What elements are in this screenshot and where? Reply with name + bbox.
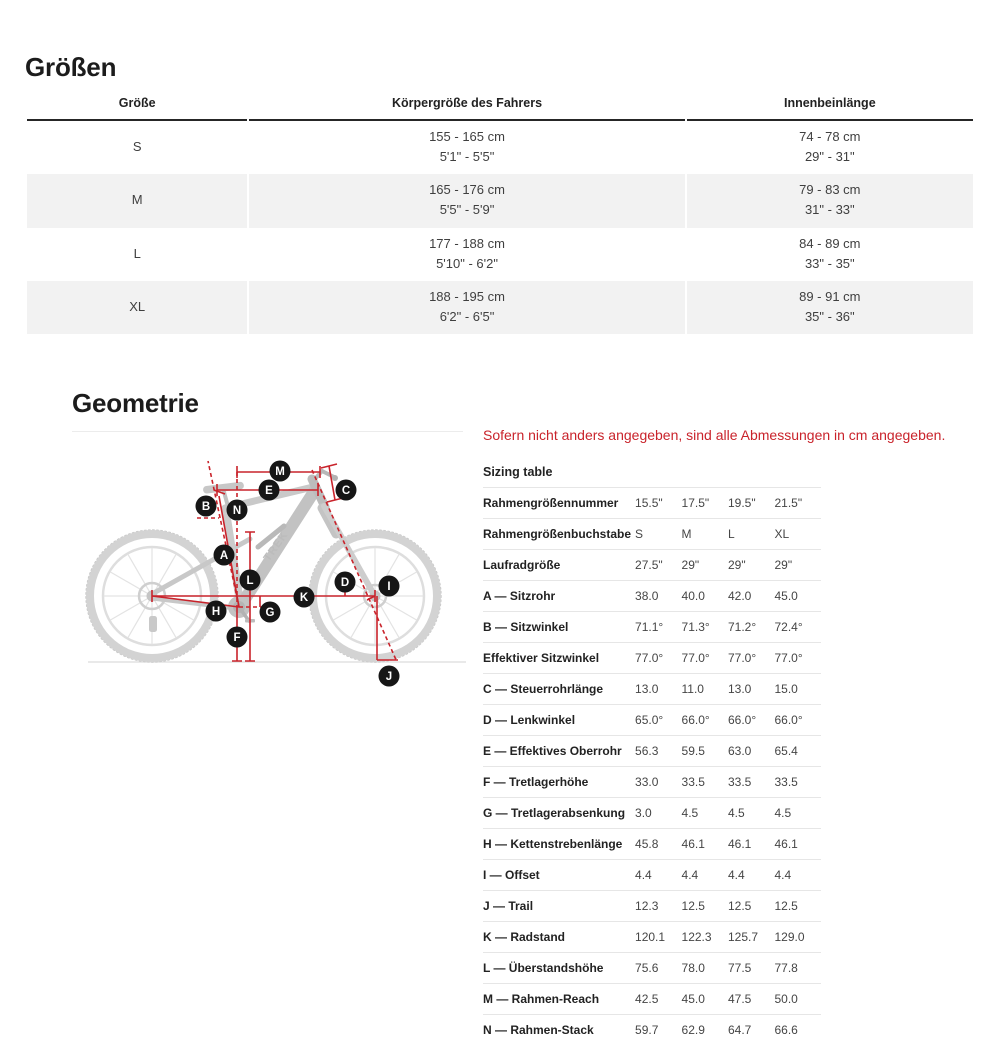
- geometry-value: 77.0°: [728, 651, 757, 666]
- column-header-rider-height: Körpergröße des Fahrers: [249, 96, 684, 121]
- geometry-value: 15.0: [774, 682, 798, 697]
- svg-text:M: M: [275, 466, 285, 479]
- bike-geometry-diagram: [72, 450, 482, 698]
- dimension-marker-g: [260, 602, 281, 623]
- geometry-table: [483, 487, 821, 1045]
- geometry-value: 29": [728, 558, 746, 573]
- geometry-value: 72.4°: [774, 620, 803, 635]
- geometry-value: 12.5: [681, 899, 705, 914]
- rider-height-cell: 155 - 165 cm 5'1" - 5'5": [429, 129, 505, 165]
- geometry-row-label: G — Tretlagerabsenkung: [483, 806, 626, 821]
- svg-text:C: C: [341, 485, 351, 498]
- geometry-row-label: D — Lenkwinkel: [483, 713, 576, 728]
- dimension-marker-h: [206, 601, 227, 622]
- svg-text:N: N: [232, 505, 242, 518]
- geometry-value: 46.1: [681, 837, 705, 852]
- sizes-table: [25, 96, 975, 334]
- geometry-row-label: Rahmengrößenbuchstabe: [483, 527, 632, 542]
- geometry-row-label: L — Überstandshöhe: [483, 961, 604, 976]
- size-row-l: [27, 228, 973, 281]
- sizes-section: [25, 52, 975, 334]
- geometry-value: 4.5: [774, 806, 792, 821]
- geometry-value: 40.0: [681, 589, 705, 604]
- geometry-row: [483, 736, 821, 767]
- geometry-row: [483, 581, 821, 612]
- dimension-marker-m: [270, 461, 291, 482]
- dimension-marker-c: [336, 480, 357, 501]
- geometry-row-label: F — Tretlagerhöhe: [483, 775, 589, 790]
- measurements-note: Sofern nicht anders angegeben, sind alle Abmessungen in cm angegeben.: [483, 427, 946, 444]
- geometry-value: 45.0: [681, 992, 705, 1007]
- geometry-row: [483, 674, 821, 705]
- geometry-value: 12.5: [774, 899, 798, 914]
- geometry-value: 4.5: [681, 806, 699, 821]
- geometry-value: 4.4: [728, 868, 745, 883]
- size-row-xl: [27, 281, 973, 334]
- geometry-value: 4.4: [635, 868, 652, 883]
- geometry-row: [483, 953, 821, 984]
- column-header-inseam: Innenbeinlänge: [687, 96, 973, 121]
- dimension-marker-a: [214, 545, 235, 566]
- geometry-row: [483, 643, 821, 674]
- svg-text:A: A: [219, 550, 229, 563]
- geometry-row-label: Effektiver Sitzwinkel: [483, 651, 600, 666]
- geometry-row-label: J — Trail: [483, 899, 534, 914]
- geometry-value: 75.6: [635, 961, 659, 976]
- geometry-title: Geometrie: [72, 388, 199, 419]
- geometry-table-body: [483, 488, 821, 1046]
- sizes-title: Größen: [25, 52, 117, 82]
- geometry-value: 15.5": [635, 496, 663, 511]
- geometry-value: 38.0: [635, 589, 659, 604]
- geometry-value: 77.0°: [635, 651, 664, 666]
- geometry-value: 46.1: [728, 837, 752, 852]
- geometry-value: 65.0°: [635, 713, 664, 728]
- geometry-value: 27.5": [635, 558, 663, 573]
- geometry-row-label: Rahmengrößennummer: [483, 496, 619, 511]
- geometry-value: 65.4: [774, 744, 798, 759]
- geometry-section: [72, 388, 1000, 1045]
- geometry-row-label: Laufradgröße: [483, 558, 561, 573]
- geometry-value: 66.0°: [728, 713, 757, 728]
- geometry-value: 63.0: [728, 744, 752, 759]
- geometry-value: 122.3: [681, 930, 712, 945]
- geometry-value: 66.0°: [681, 713, 710, 728]
- geometry-value: XL: [774, 527, 790, 542]
- geometry-row-label: B — Sitzwinkel: [483, 620, 569, 635]
- size-row-m: [27, 174, 973, 227]
- geometry-row-label: M — Rahmen-Reach: [483, 992, 600, 1007]
- geometry-row: [483, 984, 821, 1015]
- geometry-value: 33.5: [728, 775, 752, 790]
- dimension-marker-d: [335, 572, 356, 593]
- svg-text:I: I: [387, 581, 391, 594]
- geometry-value: 3.0: [635, 806, 652, 821]
- svg-text:E: E: [265, 485, 273, 498]
- geometry-row: [483, 1015, 821, 1046]
- size-cell: S: [132, 139, 142, 155]
- geometry-value: 77.0°: [681, 651, 710, 666]
- geometry-value: 62.9: [681, 1023, 705, 1038]
- geometry-value: 33.0: [635, 775, 659, 790]
- geometry-row: [483, 612, 821, 643]
- geometry-value: 13.0: [728, 682, 752, 697]
- sizing-table-label: Sizing table: [483, 465, 553, 480]
- column-header-size: Größe: [27, 96, 247, 121]
- geometry-value: 125.7: [728, 930, 759, 945]
- geometry-row-label: C — Steuerrohrlänge: [483, 682, 604, 697]
- svg-text:L: L: [246, 575, 254, 588]
- svg-text:J: J: [385, 671, 393, 684]
- bike-brand-logo: TREK: [261, 529, 291, 564]
- svg-text:F: F: [233, 632, 241, 645]
- geometry-value: 47.5: [728, 992, 752, 1007]
- svg-text:G: G: [265, 607, 275, 620]
- inseam-cell: 74 - 78 cm 29" - 31": [799, 129, 861, 165]
- dimension-marker-b: [196, 496, 217, 517]
- geometry-row-label: H — Kettenstrebenlänge: [483, 837, 623, 852]
- geometry-value: 11.0: [681, 682, 704, 697]
- dimension-marker-j: [379, 666, 400, 687]
- geometry-value: 29": [681, 558, 700, 573]
- geometry-value: L: [728, 527, 735, 542]
- sizes-header-row: [27, 96, 973, 121]
- svg-text:B: B: [201, 501, 211, 514]
- size-cell: XL: [27, 281, 247, 334]
- geometry-value: 12.5: [728, 899, 752, 914]
- bike-illustration: [86, 471, 441, 662]
- geometry-value: 12.3: [635, 899, 659, 914]
- size-cell: L: [133, 245, 141, 261]
- geometry-value: 33.5: [774, 775, 798, 790]
- geometry-value: S: [635, 527, 644, 542]
- geometry-row-label: E — Effektives Oberrohr: [483, 744, 622, 759]
- geometry-value: 46.1: [774, 837, 798, 852]
- geometry-value: 42.5: [635, 992, 659, 1007]
- geometry-value: 71.1°: [635, 620, 664, 635]
- rider-height-cell: 165 - 176 cm 5'5" - 5'9": [249, 174, 684, 227]
- geometry-row-label: I — Offset: [483, 868, 540, 883]
- geometry-value: M: [681, 527, 692, 542]
- dimension-marker-e: [259, 480, 280, 501]
- geometry-value: 56.3: [635, 744, 659, 759]
- size-cell: M: [27, 174, 247, 227]
- geometry-value: 120.1: [635, 930, 666, 945]
- geometry-row-label: A — Sitzrohr: [483, 589, 556, 604]
- geometry-value: 64.7: [728, 1023, 752, 1038]
- geometry-value: 77.5: [728, 961, 752, 976]
- geometry-row: [483, 860, 821, 891]
- inseam-cell: 89 - 91 cm 35" - 36": [687, 281, 973, 334]
- sizes-table-body: [27, 121, 973, 334]
- dimension-marker-k: [294, 587, 315, 608]
- rider-height-cell: 188 - 195 cm 6'2" - 6'5": [249, 281, 684, 334]
- geometry-value: 77.0°: [774, 651, 803, 666]
- geometry-value: 17.5": [681, 496, 710, 511]
- dimension-marker-i: [379, 576, 400, 597]
- geometry-row: [483, 829, 821, 860]
- geometry-value: 4.4: [774, 868, 792, 883]
- geometry-value: 19.5": [728, 496, 756, 511]
- geometry-row-label: N — Rahmen-Stack: [483, 1023, 594, 1038]
- geometry-value: 71.3°: [681, 620, 710, 635]
- size-row-s: [27, 121, 973, 174]
- geometry-value: 129.0: [774, 930, 805, 945]
- section-divider: [72, 431, 463, 432]
- svg-text:H: H: [211, 606, 221, 619]
- geometry-value: 29": [774, 558, 793, 573]
- geometry-value: 78.0: [681, 961, 705, 976]
- geometry-row: [483, 488, 821, 519]
- geometry-value: 59.5: [681, 744, 705, 759]
- dimension-marker-f: [227, 627, 248, 648]
- geometry-row: [483, 891, 821, 922]
- dimension-marker-l: [240, 570, 261, 591]
- geometry-row: [483, 519, 821, 550]
- geometry-value: 66.0°: [774, 713, 803, 728]
- geometry-value: 33.5: [681, 775, 705, 790]
- svg-text:D: D: [340, 577, 350, 590]
- geometry-row: [483, 550, 821, 581]
- geometry-row-label: K — Radstand: [483, 930, 566, 945]
- geometry-value: 77.8: [774, 961, 798, 976]
- geometry-table-column: [483, 425, 1000, 1045]
- geometry-diagram-column: [72, 425, 483, 698]
- geometry-value: 21.5": [774, 496, 803, 511]
- geometry-value: 71.2°: [728, 620, 757, 635]
- geometry-row: [483, 798, 821, 829]
- svg-text:K: K: [299, 592, 309, 605]
- geometry-row: [483, 922, 821, 953]
- geometry-value: 4.5: [728, 806, 745, 821]
- geometry-value: 50.0: [774, 992, 798, 1007]
- geometry-value: 59.7: [635, 1023, 659, 1038]
- geometry-row: [483, 705, 821, 736]
- geometry-value: 45.0: [774, 589, 798, 604]
- rider-height-cell: 177 - 188 cm 5'10" - 6'2": [429, 235, 505, 271]
- geometry-value: 66.6: [774, 1023, 798, 1038]
- inseam-cell: 84 - 89 cm 33" - 35": [799, 235, 861, 271]
- geometry-value: 4.4: [681, 868, 699, 883]
- geometry-value: 45.8: [635, 837, 659, 852]
- geometry-value: 42.0: [728, 589, 752, 604]
- dimension-marker-n: [227, 500, 248, 521]
- inseam-cell: 79 - 83 cm 31" - 33": [687, 174, 973, 227]
- geometry-row: [483, 767, 821, 798]
- geometry-value: 13.0: [635, 682, 659, 697]
